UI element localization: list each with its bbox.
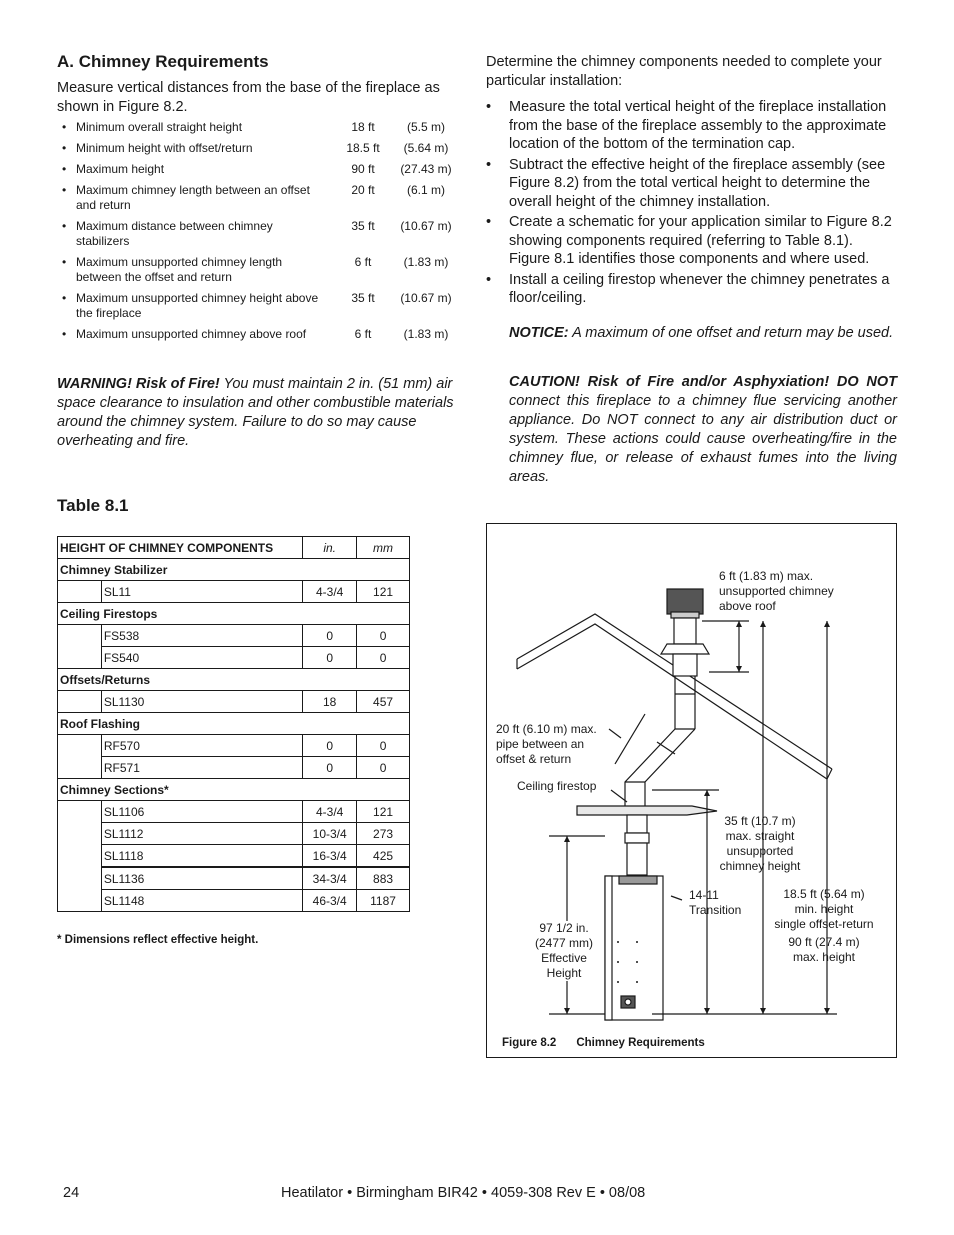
part-in: 34-3/4 [303,867,357,890]
requirement-m: (1.83 m) [403,327,449,341]
bullet-icon: • [62,327,67,341]
category-name: Offsets/Returns [58,669,410,691]
step-text: Create a schematic for your application similar to Figure 8.2 showing components required (referring to Table 8.1). Figure 8.1 identifies those components and where used. [509,214,892,267]
requirement-item [62,255,462,285]
requirement-m: (5.5 m) [406,120,445,134]
part-number: RF570 [101,735,302,757]
part-mm: 121 [357,801,410,823]
requirement-item [62,162,462,177]
bullet-icon: • [486,271,492,288]
category-name: Roof Flashing [58,713,410,735]
requirement-m: (5.64 m) [403,141,449,155]
part-mm: 121 [357,581,410,603]
bullet-icon: • [62,291,67,305]
header-label: HEIGHT OF CHIMNEY COMPONENTS [58,537,303,559]
part-mm: 0 [357,647,410,669]
part-in: 0 [303,625,357,647]
requirement-label: Maximum chimney length between an offset and return [76,183,310,212]
requirement-m: (10.67 m) [400,219,452,233]
part-number: FS540 [101,647,302,669]
requirement-ft: 6 ft [354,255,372,269]
table-row [58,625,410,647]
part-in: 10-3/4 [303,823,357,845]
requirement-ft: 20 ft [351,183,375,197]
requirement-item [62,219,462,249]
label-effective-height: 97 1/2 in. (2477 mm) Effective Height [527,921,601,981]
part-number: SL1136 [101,867,302,890]
part-mm: 273 [357,823,410,845]
table-row [58,757,410,779]
caution-text: connect this fireplace to a chimney flue servicing another appliance. Do NOT connect to any air distribution duct or system. These actions could cause overheating/fire in the chimney flue, or release of exhaust fumes into the living areas. [509,393,897,485]
part-number: SL1130 [101,691,302,713]
part-number: SL1118 [101,845,302,868]
table-footnote: * Dimensions reflect effective height. [57,934,259,946]
table-row [58,691,410,713]
bullet-icon: • [62,255,67,269]
requirement-ft: 18.5 ft [346,141,380,155]
label-offset-return-height: 18.5 ft (5.64 m) min. height single offset-return [774,887,874,931]
step-item [486,271,897,308]
bullet-icon: • [486,156,492,173]
label-above-roof: 6 ft (1.83 m) max. unsupported chimney above roof [719,569,834,613]
table-row [58,890,410,912]
part-in: 4-3/4 [303,801,357,823]
step-item [486,156,897,212]
category-row [58,779,410,801]
label-ceiling-firestop: Ceiling firestop [517,779,597,793]
bullet-icon: • [62,120,67,134]
bullet-icon: • [62,219,67,233]
requirement-label: Maximum unsupported chimney above roof [76,327,307,341]
part-in: 46-3/4 [303,890,357,912]
part-mm: 0 [357,625,410,647]
category-row [58,669,410,691]
requirement-label: Maximum height [76,162,165,176]
requirement-item [62,183,462,213]
category-row [58,713,410,735]
requirement-label: Maximum unsupported chimney length between the offset and return [76,255,283,284]
part-in: 0 [303,757,357,779]
requirement-item [62,327,462,342]
bullet-icon: • [62,141,67,155]
step-text: Measure the total vertical height of the fireplace installation from the base of the fireplace assembly to the approximate location of the bottom of the termination cap. [509,99,887,152]
ceiling [577,806,717,815]
part-in: 0 [303,735,357,757]
category-name: Chimney Sections* [58,779,410,801]
category-name: Ceiling Firestops [58,603,410,625]
step-text: Install a ceiling firestop whenever the chimney penetrates a floor/ceiling. [509,271,890,306]
category-name: Chimney Stabilizer [58,559,410,581]
caution [509,373,897,487]
figure-caption [502,1037,705,1049]
requirements-list [62,120,462,348]
requirement-item [62,291,462,321]
footer-document-info: Heatilator • Birmingham BIR42 • 4059-308 Rev E • 08/08 [281,1185,646,1201]
requirement-ft: 90 ft [351,162,375,176]
table-row [58,735,410,757]
part-mm: 1187 [357,890,410,912]
bullet-icon: • [62,183,67,197]
table-row [58,801,410,823]
bullet-icon: • [486,214,492,230]
part-in: 16-3/4 [303,845,357,868]
table-row [58,823,410,845]
part-mm: 457 [357,691,410,713]
bullet-icon: • [62,162,67,176]
requirement-m: (27.43 m) [400,162,452,176]
components-table [57,536,410,912]
caution-lead: CAUTION! Risk of Fire and/or Asphyxiation! DO NOT [509,374,897,390]
step-item [486,98,897,154]
requirement-label: Maximum distance between chimney stabilizers [76,219,273,248]
requirement-ft: 6 ft [354,327,372,341]
figure-chimney-requirements [486,523,897,1058]
requirement-m: (10.67 m) [400,291,452,305]
figure-number: Figure 8.2 [502,1037,557,1049]
part-mm: 0 [357,735,410,757]
part-in: 4-3/4 [303,581,357,603]
header-mm: mm [357,537,410,559]
lower-chimney [625,815,649,875]
step-item [486,213,897,269]
part-mm: 425 [357,845,410,868]
requirement-ft: 35 ft [351,219,375,233]
part-number: FS538 [101,625,302,647]
fireplace [605,876,663,1020]
determine-intro: Determine the chimney components needed to complete your particular installation: [486,54,882,89]
fire-warning [57,375,469,451]
notice-text: A maximum of one offset and return may be used. [568,325,894,341]
page-number: 24 [63,1185,80,1201]
table-row [58,581,410,603]
requirement-m: (1.83 m) [403,255,449,269]
requirement-m: (6.1 m) [406,183,445,197]
table-header-row [58,537,410,559]
requirement-item [62,120,462,135]
bullet-icon: • [486,99,492,115]
requirement-item [62,141,462,156]
offset-return [625,729,695,809]
table-row [58,867,410,890]
label-max-height: 90 ft (27.4 m) max. height [788,935,860,964]
table-title: Table 8.1 [57,496,129,515]
part-in: 18 [303,691,357,713]
warning-text: You must maintain 2 in. (51 mm) air space clearance to insulation and other combustible materials around the chimney system. Failure to do so may cause overheating and fire. [57,376,454,449]
requirement-ft: 35 ft [351,291,375,305]
category-row [58,603,410,625]
part-number: SL1112 [101,823,302,845]
label-straight-height: 35 ft (10.7 m) max. straight unsupported chimney height [719,814,801,873]
part-number: SL1148 [101,890,302,912]
termination-cap [661,589,709,676]
category-row [58,559,410,581]
section-intro: Measure vertical distances from the base of the fireplace as shown in Figure 8.2. [57,80,440,115]
notice [509,324,897,343]
requirement-label: Minimum overall straight height [76,120,243,134]
table-row [58,647,410,669]
warning-lead: WARNING! Risk of Fire! [57,376,220,392]
steps-list [486,98,897,310]
requirement-label: Maximum unsupported chimney height above the fireplace [76,291,319,320]
requirement-ft: 18 ft [351,120,375,134]
label-between-offset: 20 ft (6.10 m) max. pipe between an offset & return [496,722,597,766]
table-row [58,845,410,868]
label-transition: 14-11 Transition [689,888,742,917]
part-number: SL11 [101,581,302,603]
step-text: Subtract the effective height of the fireplace assembly (see Figure 8.2) from the total vertical height to determine the overall height of the chimney installation. [509,156,886,210]
header-in: in. [303,537,357,559]
requirement-label: Minimum height with offset/return [76,141,253,155]
part-mm: 0 [357,757,410,779]
part-number: RF571 [101,757,302,779]
part-in: 0 [303,647,357,669]
section-title: A. Chimney Requirements [57,52,269,71]
figure-title: Chimney Requirements [576,1037,705,1049]
part-mm: 883 [357,867,410,890]
notice-lead: NOTICE: [509,325,569,341]
part-number: SL1106 [101,801,302,823]
